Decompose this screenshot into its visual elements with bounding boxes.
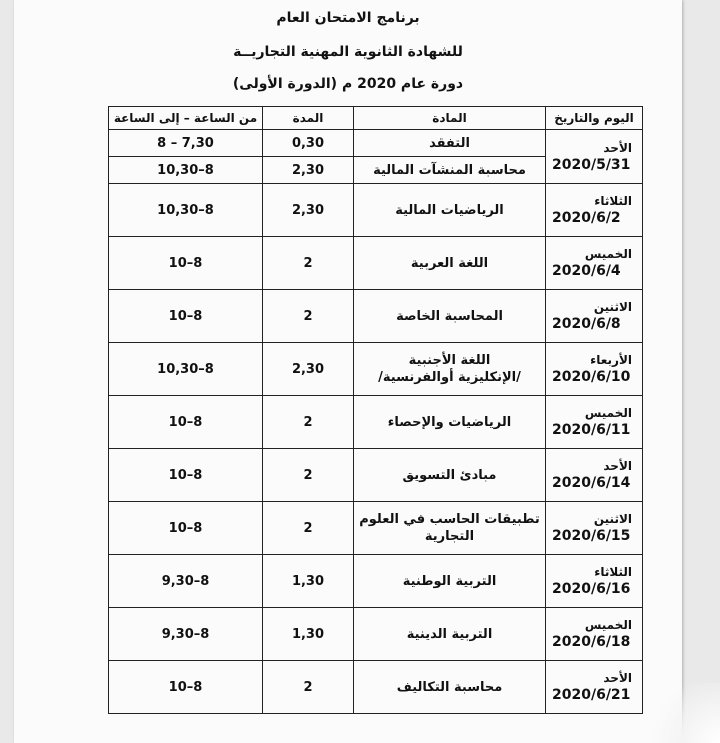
subject-cell: مبادئ التسويق bbox=[354, 449, 546, 502]
title-line-2: للشهادة الثانوية المهنية التجاريــة bbox=[233, 44, 463, 60]
exam-date: 2020/6/14 bbox=[552, 475, 631, 491]
day-date-cell bbox=[546, 608, 643, 661]
day-date-cell bbox=[546, 184, 643, 237]
time-cell: 10,30–8 bbox=[109, 184, 263, 237]
day-name: الاثنين bbox=[593, 300, 632, 314]
table-row bbox=[109, 237, 643, 290]
duration-cell: 2 bbox=[263, 237, 354, 290]
duration-cell: 2 bbox=[263, 396, 354, 449]
duration-cell: 0,30 bbox=[263, 130, 354, 157]
subject-cell: الرياضيات المالية bbox=[354, 184, 546, 237]
day-name: الثلاثاء bbox=[594, 194, 632, 208]
column-header-duration: المدة bbox=[263, 107, 354, 130]
time-cell: 10–8 bbox=[109, 449, 263, 502]
duration-cell: 2 bbox=[263, 449, 354, 502]
table-header-row bbox=[109, 107, 643, 130]
document-page bbox=[14, 0, 682, 743]
title-line-1: برنامج الامتحان العام bbox=[276, 10, 420, 26]
column-header-time: من الساعة – إلى الساعة bbox=[109, 107, 263, 130]
time-cell: 10–8 bbox=[109, 661, 263, 714]
day-name: الأحد bbox=[603, 459, 632, 473]
duration-cell: 2 bbox=[263, 290, 354, 343]
exam-date: 2020/6/2 bbox=[552, 210, 621, 226]
day-date-cell bbox=[546, 130, 643, 184]
exam-date: 2020/5/31 bbox=[552, 156, 631, 173]
subject-cell bbox=[354, 343, 546, 396]
exam-date: 2020/6/8 bbox=[552, 316, 621, 332]
time-cell: 10–8 bbox=[109, 237, 263, 290]
day-name: الأحد bbox=[603, 140, 632, 155]
day-name: الخميس bbox=[584, 618, 632, 632]
day-date-cell bbox=[546, 343, 643, 396]
table-row bbox=[109, 449, 643, 502]
exam-date: 2020/6/10 bbox=[552, 369, 631, 385]
exam-date: 2020/6/11 bbox=[552, 422, 631, 438]
exam-schedule-table bbox=[108, 106, 643, 714]
day-date-cell bbox=[546, 555, 643, 608]
subject-cell: المحاسبة الخاصة bbox=[354, 290, 546, 343]
day-name: الثلاثاء bbox=[594, 565, 632, 579]
duration-cell: 2 bbox=[263, 502, 354, 555]
subject-cell: محاسبة التكاليف bbox=[354, 661, 546, 714]
time-cell: 9,30–8 bbox=[109, 555, 263, 608]
day-name: الخميس bbox=[584, 406, 632, 420]
time-cell: 10–8 bbox=[109, 396, 263, 449]
exam-date: 2020/6/18 bbox=[552, 634, 631, 650]
light-glare bbox=[650, 683, 720, 743]
day-date-cell bbox=[546, 237, 643, 290]
table-row bbox=[109, 343, 643, 396]
day-name: الأحد bbox=[603, 671, 632, 685]
duration-cell: 2,30 bbox=[263, 343, 354, 396]
day-name: الأربعاء bbox=[590, 353, 632, 367]
subject-cell: التربية الدينية bbox=[354, 608, 546, 661]
column-header-subject: المادة bbox=[354, 107, 546, 130]
day-date-cell bbox=[546, 502, 643, 555]
time-cell: 9,30–8 bbox=[109, 608, 263, 661]
time-cell: 8 – 7,30 bbox=[109, 130, 263, 157]
day-date-cell bbox=[546, 449, 643, 502]
subject-cell: اللغة العربية bbox=[354, 237, 546, 290]
day-name: الاثنين bbox=[593, 512, 632, 526]
subject-cell: تطبيقات الحاسب في العلوم التجارية bbox=[354, 502, 546, 555]
duration-cell: 1,30 bbox=[263, 555, 354, 608]
day-date-cell bbox=[546, 290, 643, 343]
table-row bbox=[109, 130, 643, 157]
table-row bbox=[109, 608, 643, 661]
time-cell: 10,30–8 bbox=[109, 157, 263, 184]
table-row bbox=[109, 555, 643, 608]
time-cell: 10,30–8 bbox=[109, 343, 263, 396]
day-date-cell bbox=[546, 661, 643, 714]
subject-line-1: اللغة الأجنبية bbox=[408, 353, 491, 368]
duration-cell: 1,30 bbox=[263, 608, 354, 661]
time-cell: 10–8 bbox=[109, 502, 263, 555]
table-row bbox=[109, 290, 643, 343]
duration-cell: 2,30 bbox=[263, 157, 354, 184]
exam-date: 2020/6/4 bbox=[552, 263, 621, 279]
table-row bbox=[109, 661, 643, 714]
table-row bbox=[109, 184, 643, 237]
exam-date: 2020/6/15 bbox=[552, 528, 631, 544]
day-date-cell bbox=[546, 396, 643, 449]
subject-cell: محاسبة المنشآت المالية bbox=[354, 157, 546, 184]
subject-cell: التفقد bbox=[354, 130, 546, 157]
column-header-day: اليوم والتاريخ bbox=[546, 107, 643, 130]
table-row bbox=[109, 502, 643, 555]
table-row bbox=[109, 396, 643, 449]
duration-cell: 2,30 bbox=[263, 184, 354, 237]
title-line-3: دورة عام 2020 م (الدورة الأولى) bbox=[232, 76, 464, 92]
subject-line-2: /الإنكليزية أوالفرنسية/ bbox=[378, 370, 521, 385]
exam-date: 2020/6/16 bbox=[552, 581, 631, 597]
subject-cell: الرياضيات والإحصاء bbox=[354, 396, 546, 449]
time-cell: 10–8 bbox=[109, 290, 263, 343]
subject-cell: التربية الوطنية bbox=[354, 555, 546, 608]
day-name: الخميس bbox=[584, 247, 632, 261]
duration-cell: 2 bbox=[263, 661, 354, 714]
exam-date: 2020/6/21 bbox=[552, 687, 631, 703]
